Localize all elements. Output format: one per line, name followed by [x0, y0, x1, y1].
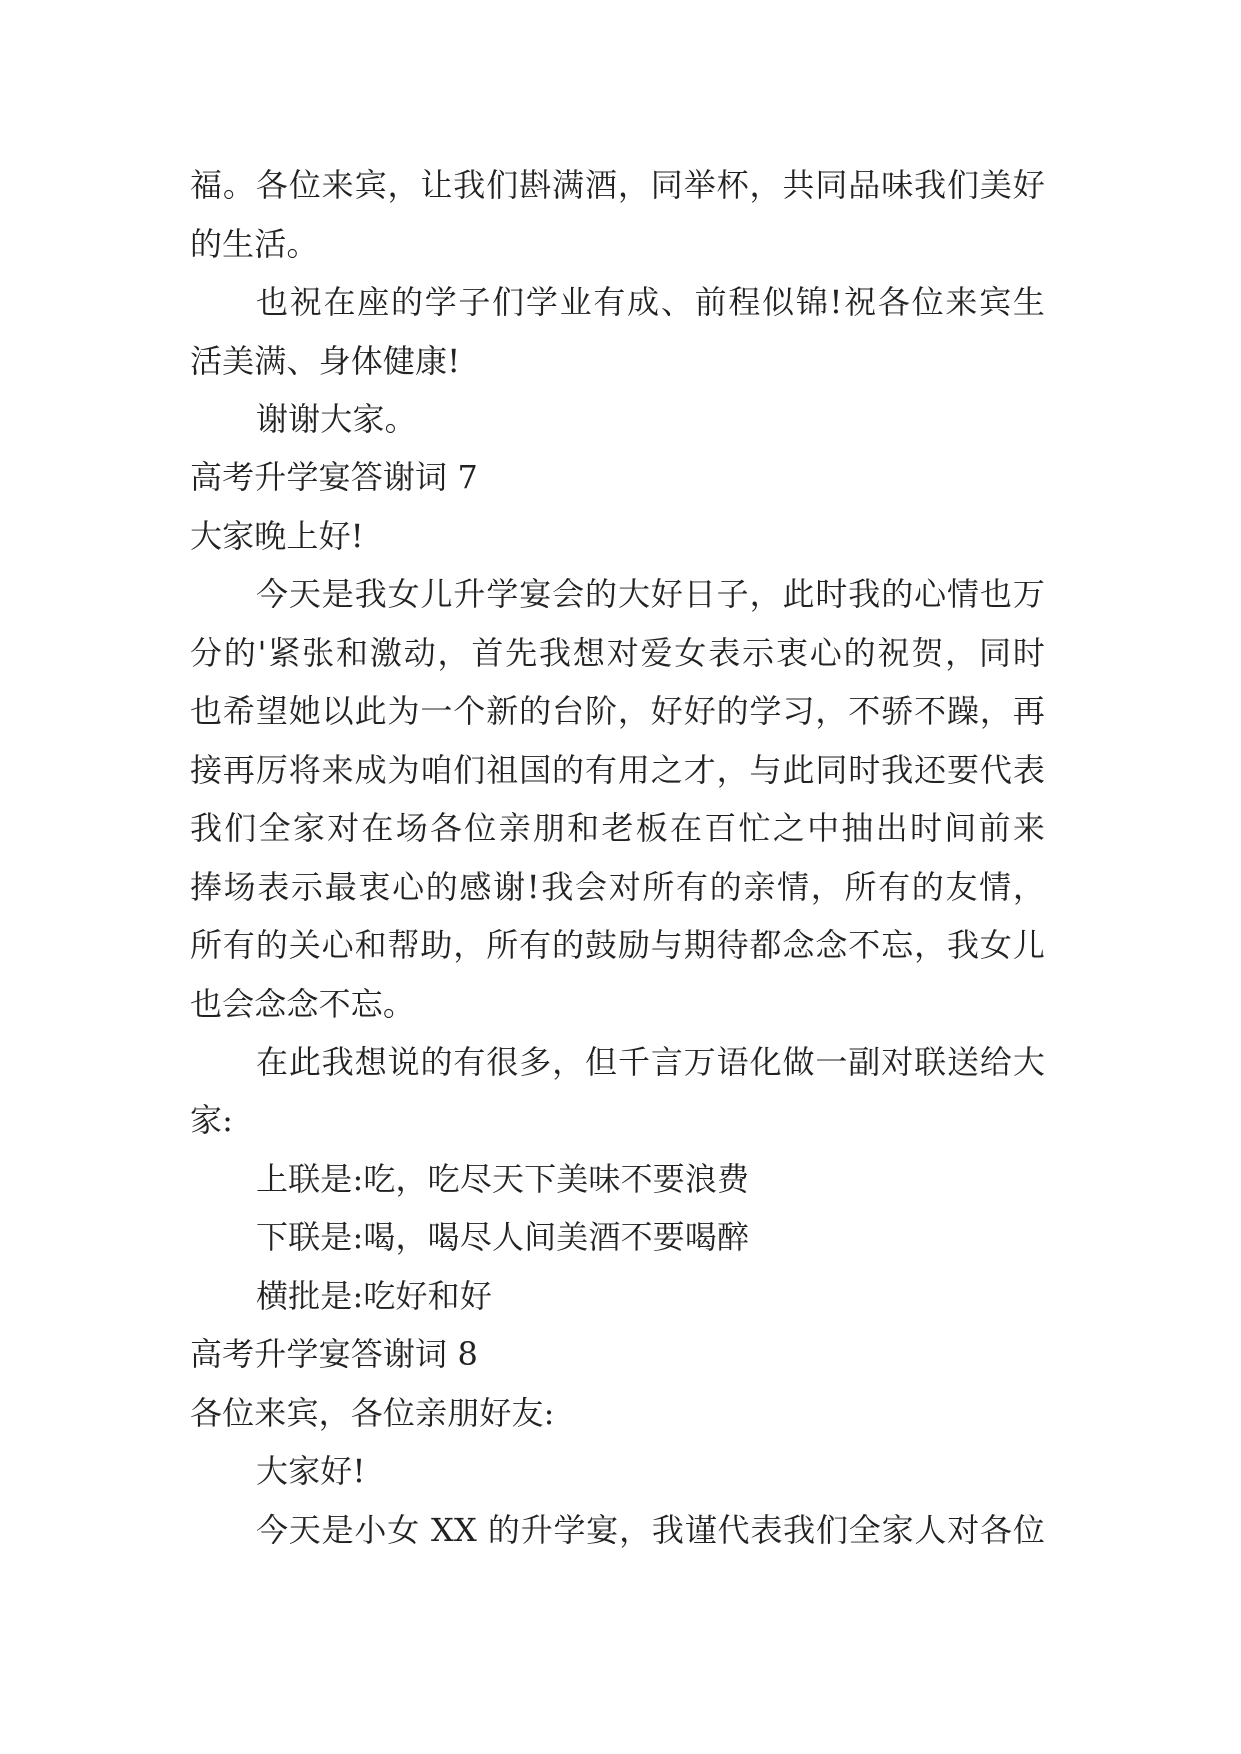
paragraph-line: 谢谢大家。 — [256, 400, 417, 438]
paragraph-line: 家: — [190, 1101, 234, 1139]
paragraph-line: 活美满、身体健康! — [190, 342, 461, 380]
salutation: 大家晚上好! — [190, 517, 364, 555]
salutation: 各位来宾，各位亲朋好友: — [190, 1394, 555, 1432]
paragraph-line: 今天是小女 XX 的升学宴，我谨代表我们全家人对各位 — [256, 1511, 1045, 1549]
paragraph-line: 大家好! — [256, 1452, 366, 1490]
paragraph-line: 所有的关心和帮助，所有的鼓励与期待都念念不忘，我女儿 — [190, 926, 1045, 964]
section-heading: 高考升学宴答谢词 7 — [190, 458, 479, 496]
paragraph-line: 今天是我女儿升学宴会的大好日子，此时我的心情也万 — [256, 575, 1045, 613]
paragraph-line: 也希望她以此为一个新的台阶，好好的学习，不骄不躁，再 — [190, 692, 1045, 730]
paragraph-line: 我们全家对在场各位亲朋和老板在百忙之中抽出时间前来 — [190, 809, 1045, 847]
section-heading: 高考升学宴答谢词 8 — [190, 1335, 479, 1373]
paragraph-line: 也祝在座的学子们学业有成、前程似锦!祝各位来宾生 — [256, 283, 1045, 321]
paragraph-line: 在此我想说的有很多，但千言万语化做一副对联送给大 — [256, 1043, 1045, 1081]
paragraph-line: 接再厉将来成为咱们祖国的有用之才，与此同时我还要代表 — [190, 751, 1045, 789]
paragraph-line: 捧场表示最衷心的感谢!我会对所有的亲情，所有的友情， — [190, 868, 1045, 906]
couplet-line: 下联是:喝，喝尽人间美酒不要喝醉 — [256, 1218, 750, 1256]
paragraph-line: 福。各位来宾，让我们斟满酒，同举杯，共同品味我们美好 — [190, 166, 1045, 204]
couplet-line: 横批是:吃好和好 — [256, 1277, 492, 1315]
couplet-line: 上联是:吃，吃尽天下美味不要浪费 — [256, 1160, 750, 1198]
paragraph-line: 分的'紧张和激动，首先我想对爱女表示衷心的祝贺，同时 — [190, 634, 1045, 672]
paragraph-line: 也会念念不忘。 — [190, 985, 416, 1023]
paragraph-line: 的生活。 — [190, 225, 319, 263]
